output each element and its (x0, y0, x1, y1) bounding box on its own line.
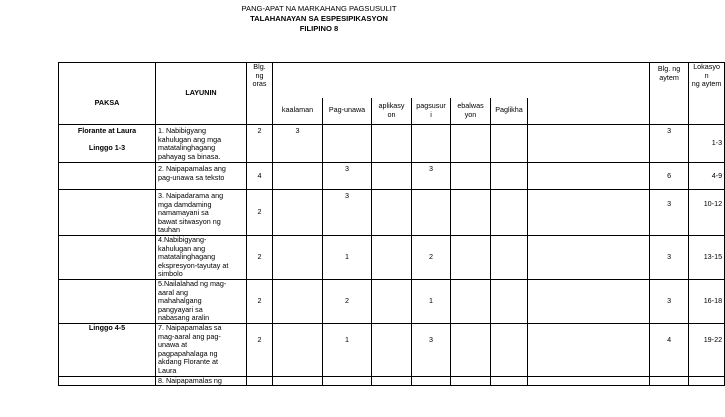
col-header-paksa: PAKSA (59, 63, 156, 125)
row-kaalaman (273, 235, 323, 279)
doc-title: PANG-APAT NA MARKAHANG PAGSUSULIT (241, 4, 397, 13)
row-pagsusuri: 2 (412, 235, 451, 279)
row-pag-unawa: 1 (323, 323, 372, 376)
row-spacer (528, 163, 650, 190)
row-kaalaman (273, 279, 323, 323)
table-row (59, 376, 725, 386)
row-layunin: 3. Naipadarama ang mga damdaming namamayani sa bawat sitwasyon ng tauhan (156, 190, 247, 236)
row-pag-unawa: 3 (323, 163, 372, 190)
table-row (59, 125, 725, 163)
row-oras: 2 (247, 190, 273, 236)
col-header-pagsusuri: pagsusur i (412, 98, 451, 125)
row-pag-unawa (323, 125, 372, 163)
row-paglikha (491, 376, 528, 386)
doc-subtitle: TALAHANAYAN SA ESPESIPIKASYON (250, 14, 388, 23)
row-lokasyon: 10-12 (689, 190, 725, 236)
row-paksa (59, 163, 156, 190)
row-lokasyon: 13-15 (689, 235, 725, 279)
row-oras: 2 (247, 125, 273, 163)
row-pagsusuri (412, 190, 451, 236)
row-aplikasyon (372, 235, 412, 279)
row-pag-unawa (323, 376, 372, 386)
row-aytem: 6 (650, 163, 689, 190)
row-paglikha (491, 190, 528, 236)
row-paglikha (491, 279, 528, 323)
row-paksa (59, 190, 156, 236)
row-pag-unawa: 2 (323, 279, 372, 323)
row-spacer (528, 376, 650, 386)
row-paksa (59, 279, 156, 323)
row-aplikasyon (372, 376, 412, 386)
row-spacer (528, 125, 650, 163)
row-ebalwasyon (451, 279, 491, 323)
row-pag-unawa: 3 (323, 190, 372, 236)
table-row (59, 323, 725, 376)
row-lokasyon: 1-3 (689, 125, 725, 163)
table-row (59, 279, 725, 323)
table-row (59, 235, 725, 279)
col-header-layunin: LAYUNIN (156, 63, 247, 125)
row-oras: 2 (247, 279, 273, 323)
col-header-blg-aytem: Blg. ng aytem (650, 63, 689, 125)
col-header-ebalwasyon: ebalwas yon (451, 98, 491, 125)
row-ebalwasyon (451, 235, 491, 279)
row-paksa (59, 235, 156, 279)
table-row (59, 190, 725, 236)
row-lokasyon: 19-22 (689, 323, 725, 376)
row-spacer (528, 190, 650, 236)
col-header-pag-unawa: Pag-unawa (323, 98, 372, 125)
row-layunin: 1. Nabibigyang kahulugan ang mga matatalinghagang pahayag sa binasa. (156, 125, 247, 163)
col-header-blank (273, 63, 650, 98)
col-header-aplikasyon: aplikasy on (372, 98, 412, 125)
row-aplikasyon (372, 323, 412, 376)
row-kaalaman: 3 (273, 125, 323, 163)
row-aytem (650, 376, 689, 386)
row-paglikha (491, 125, 528, 163)
row-aplikasyon (372, 190, 412, 236)
row-ebalwasyon (451, 323, 491, 376)
col-header-lokasyon: Lokasyo n ng aytem (689, 63, 725, 125)
row-pagsusuri: 3 (412, 323, 451, 376)
row-paksa: Linggo 4-5 (59, 323, 156, 376)
row-ebalwasyon (451, 163, 491, 190)
row-pagsusuri (412, 376, 451, 386)
col-header-spacer (528, 98, 650, 125)
row-lokasyon (689, 376, 725, 386)
row-aplikasyon (372, 163, 412, 190)
row-kaalaman (273, 376, 323, 386)
row-layunin: 4.Nabibigyang- kahulugan ang matatalinghagang ekspresyon-tayutay at simbolo (156, 235, 247, 279)
row-spacer (528, 323, 650, 376)
row-oras: 2 (247, 235, 273, 279)
row-paglikha (491, 235, 528, 279)
row-ebalwasyon (451, 125, 491, 163)
row-paksa: Florante at Laura Linggo 1-3 (59, 125, 156, 163)
row-aytem: 3 (650, 190, 689, 236)
row-aytem: 3 (650, 125, 689, 163)
col-header-blg-oras: Blg. ng oras (247, 63, 273, 125)
row-lokasyon: 4-9 (689, 163, 725, 190)
doc-subject: FILIPINO 8 (299, 24, 339, 33)
col-header-kaalaman: kaalaman (273, 98, 323, 125)
row-layunin: 8. Naipapamalas ng (156, 376, 247, 386)
row-paglikha (491, 163, 528, 190)
row-oras: 4 (247, 163, 273, 190)
table-header-row-1 (59, 63, 725, 98)
row-spacer (528, 235, 650, 279)
row-oras: 2 (247, 323, 273, 376)
row-aplikasyon (372, 279, 412, 323)
row-ebalwasyon (451, 376, 491, 386)
row-aplikasyon (372, 125, 412, 163)
row-pag-unawa: 1 (323, 235, 372, 279)
row-layunin: 7. Naipapamalas sa mag-aaral ang pag- unawa at pagpapahalaga ng akdang Florante at Laura (156, 323, 247, 376)
row-spacer (528, 279, 650, 323)
row-pagsusuri: 3 (412, 163, 451, 190)
row-aytem: 4 (650, 323, 689, 376)
row-paksa (59, 376, 156, 386)
row-aytem: 3 (650, 235, 689, 279)
row-layunin: 2. Naipapamalas ang pag-unawa sa teksto (156, 163, 247, 190)
col-header-paglikha: Paglikha (491, 98, 528, 125)
row-lokasyon: 16-18 (689, 279, 725, 323)
row-kaalaman (273, 323, 323, 376)
row-pagsusuri (412, 125, 451, 163)
row-kaalaman (273, 190, 323, 236)
row-layunin: 5.Nailalahad ng mag- aaral ang mahahalgang pangyayari sa nabasang aralin (156, 279, 247, 323)
tos-table (58, 62, 725, 386)
row-aytem: 3 (650, 279, 689, 323)
row-pagsusuri: 1 (412, 279, 451, 323)
row-kaalaman (273, 163, 323, 190)
row-paglikha (491, 323, 528, 376)
table-row (59, 163, 725, 190)
row-ebalwasyon (451, 190, 491, 236)
row-oras (247, 376, 273, 386)
